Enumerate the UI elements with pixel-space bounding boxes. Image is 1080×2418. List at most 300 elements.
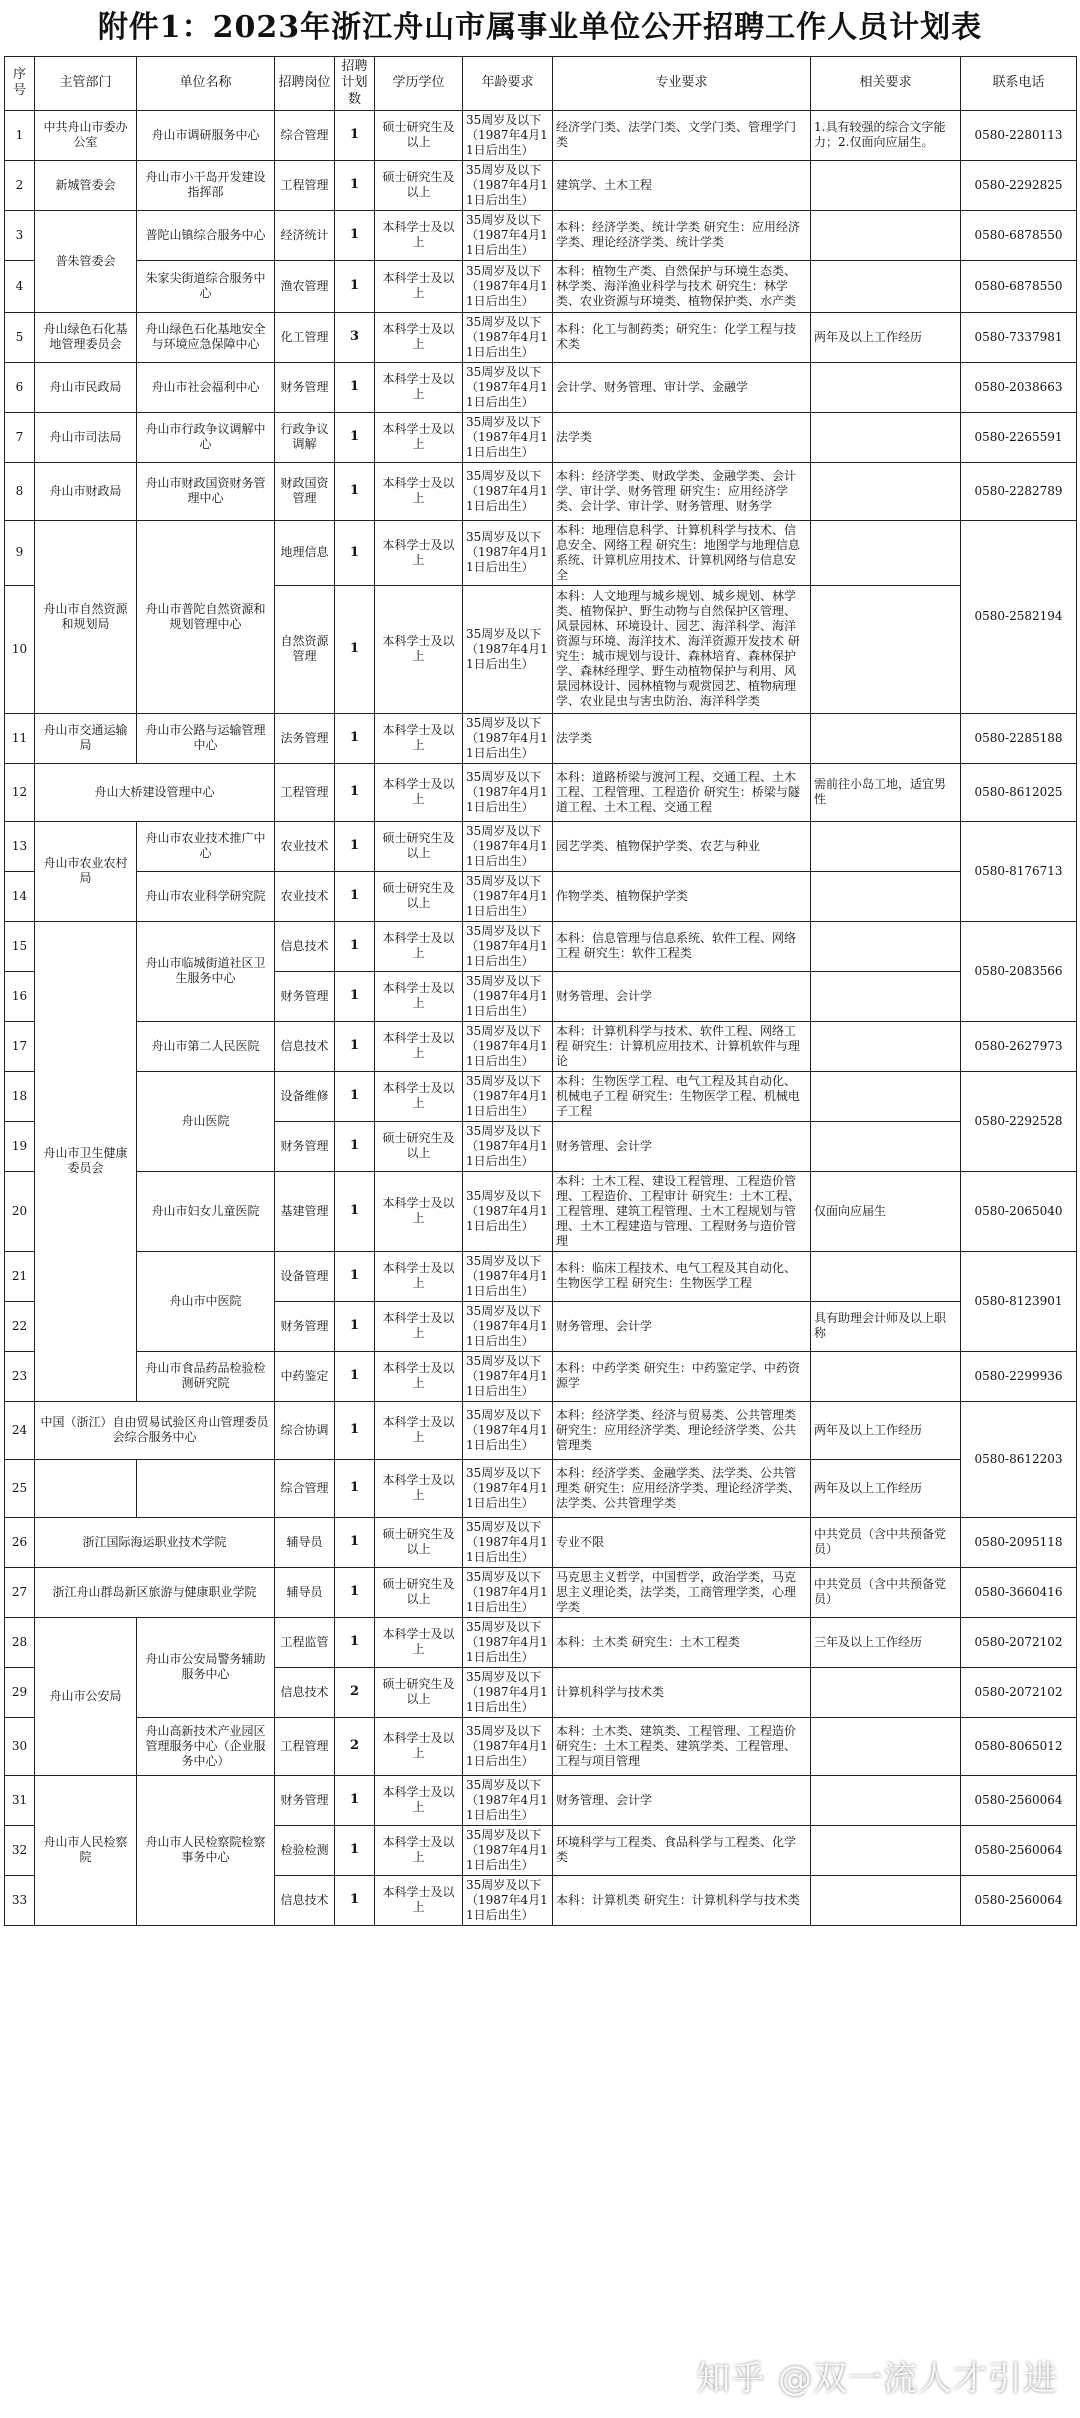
major-requirement: 本科：化工与制药类；研究生：化学工程与技术类 <box>553 312 811 362</box>
unit-name: 舟山市中医院 <box>137 1251 275 1351</box>
row-number: 23 <box>5 1351 35 1401</box>
unit-name: 舟山市社会福利中心 <box>137 362 275 412</box>
department: 新城管委会 <box>35 160 137 210</box>
row-number: 17 <box>5 1021 35 1071</box>
other-requirement <box>811 260 961 312</box>
phone-number: 0580-2280113 <box>961 110 1077 160</box>
phone-number: 0580-2095118 <box>961 1517 1077 1567</box>
unit-name: 舟山市临城街道社区卫生服务中心 <box>137 921 275 1021</box>
phone-number: 0580-2282789 <box>961 462 1077 520</box>
education: 本科学士及以上 <box>375 412 463 462</box>
major-requirement: 本科：临床工程技术、电气工程及其自动化、生物医学工程 研究生：生物医学工程 <box>553 1251 811 1301</box>
department: 舟山市自然资源和规划局 <box>35 520 137 713</box>
education: 本科学士及以上 <box>375 1021 463 1071</box>
unit-name: 舟山市行政争议调解中心 <box>137 412 275 462</box>
position: 法务管理 <box>275 713 335 763</box>
unit-name: 舟山市公路与运输管理中心 <box>137 713 275 763</box>
major-requirement: 本科：地理信息科学、计算机科学与技术、信息安全、网络工程 研究生：地图学与地理信息系统、计算机应用技术、计算机网络与信息安全 <box>553 520 811 585</box>
headcount: 1 <box>335 110 375 160</box>
position: 辅导员 <box>275 1517 335 1567</box>
phone-number: 0580-8612203 <box>961 1401 1077 1517</box>
position: 财务管理 <box>275 362 335 412</box>
headcount: 1 <box>335 1251 375 1301</box>
position: 综合管理 <box>275 110 335 160</box>
age-requirement: 35周岁及以下（1987年4月11日后出生） <box>463 1121 553 1171</box>
table-row <box>5 160 1077 210</box>
headcount: 1 <box>335 1517 375 1567</box>
unit-name: 舟山市第二人民医院 <box>137 1021 275 1071</box>
row-number: 13 <box>5 821 35 871</box>
department: 舟山绿色石化基地管理委员会 <box>35 312 137 362</box>
row-number: 30 <box>5 1717 35 1775</box>
table-body <box>5 110 1077 1925</box>
other-requirement <box>811 1717 961 1775</box>
row-number: 16 <box>5 971 35 1021</box>
department: 舟山市财政局 <box>35 462 137 520</box>
age-requirement: 35周岁及以下（1987年4月11日后出生） <box>463 1171 553 1251</box>
phone-number: 0580-2072102 <box>961 1667 1077 1717</box>
position: 中药鉴定 <box>275 1351 335 1401</box>
phone-number: 0580-2038663 <box>961 362 1077 412</box>
headcount: 1 <box>335 260 375 312</box>
age-requirement: 35周岁及以下（1987年4月11日后出生） <box>463 871 553 921</box>
major-requirement: 本科：信息管理与信息系统、软件工程、网络工程 研究生：软件工程类 <box>553 921 811 971</box>
headcount: 2 <box>335 1667 375 1717</box>
phone-number: 0580-7337981 <box>961 312 1077 362</box>
education: 本科学士及以上 <box>375 1617 463 1667</box>
unit-name: 舟山市农业技术推广中心 <box>137 821 275 871</box>
department-and-unit: 浙江舟山群岛新区旅游与健康职业学院 <box>35 1567 275 1617</box>
major-requirement: 本科：土木类 研究生：土木工程类 <box>553 1617 811 1667</box>
other-requirement <box>811 1251 961 1301</box>
other-requirement <box>811 713 961 763</box>
row-number: 7 <box>5 412 35 462</box>
unit-name: 舟山市普陀自然资源和规划管理中心 <box>137 520 275 713</box>
position: 工程监管 <box>275 1617 335 1667</box>
position: 信息技术 <box>275 1021 335 1071</box>
major-requirement: 法学类 <box>553 412 811 462</box>
row-number: 1 <box>5 110 35 160</box>
other-requirement: 具有助理会计师及以上职称 <box>811 1301 961 1351</box>
education: 硕士研究生及以上 <box>375 871 463 921</box>
position: 综合管理 <box>275 1459 335 1517</box>
age-requirement: 35周岁及以下（1987年4月11日后出生） <box>463 312 553 362</box>
position: 工程管理 <box>275 160 335 210</box>
table-row <box>5 1567 1077 1617</box>
other-requirement <box>811 412 961 462</box>
other-requirement <box>811 1875 961 1925</box>
department: 舟山市人民检察院 <box>35 1775 137 1925</box>
age-requirement: 35周岁及以下（1987年4月11日后出生） <box>463 1071 553 1121</box>
major-requirement: 财务管理、会计学 <box>553 1121 811 1171</box>
position: 化工管理 <box>275 312 335 362</box>
age-requirement: 35周岁及以下（1987年4月11日后出生） <box>463 1301 553 1351</box>
row-number: 15 <box>5 921 35 971</box>
other-requirement: 两年及以上工作经历 <box>811 1401 961 1459</box>
header-major: 专业要求 <box>553 57 811 111</box>
phone-number: 0580-2072102 <box>961 1617 1077 1667</box>
row-number: 5 <box>5 312 35 362</box>
document-title: 附件1：2023年浙江舟山市属事业单位公开招聘工作人员计划表 <box>97 10 983 45</box>
phone-number: 0580-2265591 <box>961 412 1077 462</box>
age-requirement: 35周岁及以下（1987年4月11日后出生） <box>463 160 553 210</box>
major-requirement: 专业不限 <box>553 1517 811 1567</box>
headcount: 1 <box>335 821 375 871</box>
row-number: 19 <box>5 1121 35 1171</box>
headcount: 1 <box>335 1875 375 1925</box>
education: 本科学士及以上 <box>375 520 463 585</box>
education: 本科学士及以上 <box>375 1875 463 1925</box>
row-number: 24 <box>5 1401 35 1459</box>
table-row <box>5 1517 1077 1567</box>
major-requirement: 财务管理、会计学 <box>553 1301 811 1351</box>
age-requirement: 35周岁及以下（1987年4月11日后出生） <box>463 1667 553 1717</box>
unit-name: 舟山市财政国资财务管理中心 <box>137 462 275 520</box>
header-post: 招聘岗位 <box>275 57 335 111</box>
unit-name: 舟山市人民检察院检察事务中心 <box>137 1775 275 1925</box>
phone-number: 0580-2560064 <box>961 1875 1077 1925</box>
other-requirement <box>811 1121 961 1171</box>
row-number: 8 <box>5 462 35 520</box>
age-requirement: 35周岁及以下（1987年4月11日后出生） <box>463 520 553 585</box>
unit-name: 舟山绿色石化基地安全与环境应急保障中心 <box>137 312 275 362</box>
phone-number: 0580-2582194 <box>961 520 1077 713</box>
header-dept: 主管部门 <box>35 57 137 111</box>
position: 设备维修 <box>275 1071 335 1121</box>
education: 本科学士及以上 <box>375 1775 463 1825</box>
headcount: 3 <box>335 312 375 362</box>
position: 设备管理 <box>275 1251 335 1301</box>
unit-name: 朱家尖街道综合服务中心 <box>137 260 275 312</box>
table-row <box>5 1617 1077 1667</box>
age-requirement: 35周岁及以下（1987年4月11日后出生） <box>463 110 553 160</box>
other-requirement <box>811 1667 961 1717</box>
other-requirement <box>811 210 961 260</box>
row-number: 14 <box>5 871 35 921</box>
other-requirement: 两年及以上工作经历 <box>811 1459 961 1517</box>
position: 财务管理 <box>275 1301 335 1351</box>
table-row <box>5 1021 1077 1071</box>
table-row <box>5 362 1077 412</box>
position: 经济统计 <box>275 210 335 260</box>
row-number: 28 <box>5 1617 35 1667</box>
major-requirement: 环境科学与工程类、食品科学与工程类、化学类 <box>553 1825 811 1875</box>
age-requirement: 35周岁及以下（1987年4月11日后出生） <box>463 1351 553 1401</box>
row-number: 32 <box>5 1825 35 1875</box>
row-number: 21 <box>5 1251 35 1301</box>
education: 本科学士及以上 <box>375 462 463 520</box>
department: 舟山市司法局 <box>35 412 137 462</box>
row-number: 4 <box>5 260 35 312</box>
row-number: 20 <box>5 1171 35 1251</box>
position: 财政国资管理 <box>275 462 335 520</box>
major-requirement: 本科：经济学类、金融学类、法学类、公共管理类 研究生：应用经济学类、理论经济学类、法学类、公共管理学类 <box>553 1459 811 1517</box>
unit-name: 舟山高新技术产业园区管理服务中心（企业服务中心） <box>137 1717 275 1775</box>
table-row <box>5 1775 1077 1825</box>
headcount: 1 <box>335 462 375 520</box>
position: 信息技术 <box>275 921 335 971</box>
other-requirement: 两年及以上工作经历 <box>811 312 961 362</box>
position: 检验检测 <box>275 1825 335 1875</box>
phone-number: 0580-2292825 <box>961 160 1077 210</box>
education: 硕士研究生及以上 <box>375 1567 463 1617</box>
unit-name: 舟山市农业科学研究院 <box>137 871 275 921</box>
position: 地理信息 <box>275 520 335 585</box>
department: 普朱管委会 <box>35 210 137 312</box>
major-requirement: 经济学门类、法学门类、文学门类、管理学门类 <box>553 110 811 160</box>
headcount: 1 <box>335 1351 375 1401</box>
education: 硕士研究生及以上 <box>375 1121 463 1171</box>
position: 自然资源管理 <box>275 585 335 713</box>
table-row <box>5 520 1077 585</box>
position: 信息技术 <box>275 1875 335 1925</box>
age-requirement: 35周岁及以下（1987年4月11日后出生） <box>463 260 553 312</box>
major-requirement: 马克思主义哲学，中国哲学，政治学类，马克思主义理论类，法学类，工商管理学类，心理学类 <box>553 1567 811 1617</box>
headcount: 1 <box>335 160 375 210</box>
education: 本科学士及以上 <box>375 362 463 412</box>
age-requirement: 35周岁及以下（1987年4月11日后出生） <box>463 971 553 1021</box>
major-requirement: 本科：人文地理与城乡规划、城乡规划、林学类、植物保护、野生动物与自然保护区管理、风景园林、环境设计、园艺、海洋科学、海洋资源与环境、海洋技术、海洋资源开发技术 研究生：城市规划与设计、森林培育、森林保护学、森林经理学、野生动植物保护与利用、风景园林设计、园林植物与观赏园艺、植物病理学、农业昆虫与害虫防治、海洋科学类 <box>553 585 811 713</box>
headcount: 1 <box>335 412 375 462</box>
phone-number: 0580-8612025 <box>961 763 1077 821</box>
department: 中共舟山市委办公室 <box>35 110 137 160</box>
major-requirement: 会计学、财务管理、审计学、金融学 <box>553 362 811 412</box>
age-requirement: 35周岁及以下（1987年4月11日后出生） <box>463 713 553 763</box>
major-requirement: 本科：经济学类、财政学类、金融学类、会计学、审计学、财务管理 研究生：应用经济学类、会计学、审计学、财务管理、财务学 <box>553 462 811 520</box>
headcount: 2 <box>335 1717 375 1775</box>
table-row <box>5 763 1077 821</box>
education: 本科学士及以上 <box>375 1071 463 1121</box>
other-requirement: 三年及以上工作经历 <box>811 1617 961 1667</box>
headcount: 1 <box>335 871 375 921</box>
table-row <box>5 1071 1077 1121</box>
header-age: 年龄要求 <box>463 57 553 111</box>
education: 本科学士及以上 <box>375 1825 463 1875</box>
unit-name: 舟山市妇女儿童医院 <box>137 1171 275 1251</box>
headcount: 1 <box>335 971 375 1021</box>
other-requirement <box>811 1351 961 1401</box>
headcount: 1 <box>335 1171 375 1251</box>
department: 舟山市卫生健康委员会 <box>35 921 137 1401</box>
other-requirement <box>811 1775 961 1825</box>
unit-name <box>137 1459 275 1517</box>
header-req: 相关要求 <box>811 57 961 111</box>
major-requirement: 本科：计算机科学与技术、软件工程、网络工程 研究生：计算机应用技术、计算机软件与理论 <box>553 1021 811 1071</box>
headcount: 1 <box>335 1825 375 1875</box>
row-number: 3 <box>5 210 35 260</box>
other-requirement <box>811 971 961 1021</box>
major-requirement: 本科：生物医学工程、电气工程及其自动化、机械电子工程 研究生：生物医学工程、机械电子工程 <box>553 1071 811 1121</box>
major-requirement: 作物学类、植物保护学类 <box>553 871 811 921</box>
headcount: 1 <box>335 1401 375 1459</box>
headcount: 1 <box>335 1775 375 1825</box>
age-requirement: 35周岁及以下（1987年4月11日后出生） <box>463 1251 553 1301</box>
education: 硕士研究生及以上 <box>375 160 463 210</box>
headcount: 1 <box>335 1301 375 1351</box>
education: 本科学士及以上 <box>375 210 463 260</box>
age-requirement: 35周岁及以下（1987年4月11日后出生） <box>463 1617 553 1667</box>
table-row <box>5 871 1077 921</box>
header-edu: 学历学位 <box>375 57 463 111</box>
unit-name: 舟山市食品药品检验检测研究院 <box>137 1351 275 1401</box>
phone-number: 0580-8123901 <box>961 1251 1077 1351</box>
table-row <box>5 260 1077 312</box>
position: 综合协调 <box>275 1401 335 1459</box>
major-requirement: 本科：道路桥梁与渡河工程、交通工程、土木工程、工程管理、工程造价 研究生：桥梁与隧道工程、土木工程、交通工程 <box>553 763 811 821</box>
age-requirement: 35周岁及以下（1987年4月11日后出生） <box>463 1825 553 1875</box>
unit-name: 舟山市公安局警务辅助服务中心 <box>137 1617 275 1717</box>
headcount: 1 <box>335 585 375 713</box>
table-row <box>5 921 1077 971</box>
row-number: 11 <box>5 713 35 763</box>
age-requirement: 35周岁及以下（1987年4月11日后出生） <box>463 585 553 713</box>
phone-number: 0580-2560064 <box>961 1825 1077 1875</box>
header-unit: 单位名称 <box>137 57 275 111</box>
education: 硕士研究生及以上 <box>375 821 463 871</box>
age-requirement: 35周岁及以下（1987年4月11日后出生） <box>463 1401 553 1459</box>
unit-name: 舟山市调研服务中心 <box>137 110 275 160</box>
row-number: 26 <box>5 1517 35 1567</box>
education: 本科学士及以上 <box>375 260 463 312</box>
major-requirement: 本科：计算机类 研究生：计算机科学与技术类 <box>553 1875 811 1925</box>
department <box>35 1459 137 1517</box>
position: 农业技术 <box>275 871 335 921</box>
row-number: 12 <box>5 763 35 821</box>
unit-name: 舟山市小干岛开发建设指挥部 <box>137 160 275 210</box>
row-number: 9 <box>5 520 35 585</box>
department-and-unit: 舟山大桥建设管理中心 <box>35 763 275 821</box>
header-no: 序号 <box>5 57 35 111</box>
table-row <box>5 1351 1077 1401</box>
age-requirement: 35周岁及以下（1987年4月11日后出生） <box>463 1567 553 1617</box>
major-requirement: 园艺学类、植物保护学类、农艺与种业 <box>553 821 811 871</box>
position: 基建管理 <box>275 1171 335 1251</box>
age-requirement: 35周岁及以下（1987年4月11日后出生） <box>463 763 553 821</box>
age-requirement: 35周岁及以下（1987年4月11日后出生） <box>463 1517 553 1567</box>
age-requirement: 35周岁及以下（1987年4月11日后出生） <box>463 462 553 520</box>
education: 本科学士及以上 <box>375 921 463 971</box>
table-row <box>5 821 1077 871</box>
headcount: 1 <box>335 520 375 585</box>
headcount: 1 <box>335 1567 375 1617</box>
major-requirement: 财务管理、会计学 <box>553 971 811 1021</box>
other-requirement: 仅面向应届生 <box>811 1171 961 1251</box>
table-row <box>5 1251 1077 1301</box>
age-requirement: 35周岁及以下（1987年4月11日后出生） <box>463 1875 553 1925</box>
row-number: 2 <box>5 160 35 210</box>
position: 辅导员 <box>275 1567 335 1617</box>
row-number: 22 <box>5 1301 35 1351</box>
row-number: 29 <box>5 1667 35 1717</box>
department-and-unit: 中国（浙江）自由贸易试验区舟山管理委员会综合服务中心 <box>35 1401 275 1459</box>
education: 本科学士及以上 <box>375 585 463 713</box>
major-requirement: 本科：土木工程、建设工程管理、工程造价管理、工程造价、工程审计 研究生：土木工程、工程管理、建筑工程管理、土木工程规划与管理、土木工程建造与管理、工程财务与造价管理 <box>553 1171 811 1251</box>
row-number: 27 <box>5 1567 35 1617</box>
major-requirement: 本科：经济学类、统计学类 研究生：应用经济学类、理论经济学类、统计学类 <box>553 210 811 260</box>
row-number: 6 <box>5 362 35 412</box>
major-requirement: 本科：中药学类 研究生：中药鉴定学、中药资源学 <box>553 1351 811 1401</box>
other-requirement <box>811 921 961 971</box>
table-row <box>5 1459 1077 1517</box>
education: 本科学士及以上 <box>375 312 463 362</box>
row-number: 31 <box>5 1775 35 1825</box>
major-requirement: 建筑学、土木工程 <box>553 160 811 210</box>
education: 本科学士及以上 <box>375 1251 463 1301</box>
department: 舟山市公安局 <box>35 1617 137 1775</box>
education: 硕士研究生及以上 <box>375 1667 463 1717</box>
row-number: 10 <box>5 585 35 713</box>
table-row <box>5 1401 1077 1459</box>
major-requirement: 本科：土木类、建筑类、工程管理、工程造价 研究生：土木工程类、建筑学类、工程管理、工程与项目管理 <box>553 1717 811 1775</box>
age-requirement: 35周岁及以下（1987年4月11日后出生） <box>463 412 553 462</box>
age-requirement: 35周岁及以下（1987年4月11日后出生） <box>463 210 553 260</box>
education: 本科学士及以上 <box>375 1401 463 1459</box>
position: 财务管理 <box>275 971 335 1021</box>
row-number: 18 <box>5 1071 35 1121</box>
watermark: 知乎 @双一流人才引进 <box>696 2359 1058 2399</box>
phone-number: 0580-2292528 <box>961 1071 1077 1171</box>
position: 信息技术 <box>275 1667 335 1717</box>
education: 硕士研究生及以上 <box>375 1517 463 1567</box>
department: 舟山市农业农村局 <box>35 821 137 921</box>
education: 本科学士及以上 <box>375 713 463 763</box>
phone-number: 0580-8176713 <box>961 821 1077 921</box>
position: 渔农管理 <box>275 260 335 312</box>
headcount: 1 <box>335 1021 375 1071</box>
age-requirement: 35周岁及以下（1987年4月11日后出生） <box>463 821 553 871</box>
headcount: 1 <box>335 713 375 763</box>
education: 硕士研究生及以上 <box>375 110 463 160</box>
age-requirement: 35周岁及以下（1987年4月11日后出生） <box>463 1021 553 1071</box>
row-number: 25 <box>5 1459 35 1517</box>
department: 舟山市民政局 <box>35 362 137 412</box>
age-requirement: 35周岁及以下（1987年4月11日后出生） <box>463 1775 553 1825</box>
phone-number: 0580-2083566 <box>961 921 1077 1021</box>
phone-number: 0580-2627973 <box>961 1021 1077 1071</box>
age-requirement: 35周岁及以下（1987年4月11日后出生） <box>463 1459 553 1517</box>
table-row <box>5 210 1077 260</box>
other-requirement <box>811 160 961 210</box>
phone-number: 0580-2285188 <box>961 713 1077 763</box>
table-row <box>5 462 1077 520</box>
phone-number: 0580-8065012 <box>961 1717 1077 1775</box>
table-row <box>5 412 1077 462</box>
phone-number: 0580-2560064 <box>961 1775 1077 1825</box>
other-requirement <box>811 1021 961 1071</box>
education: 本科学士及以上 <box>375 971 463 1021</box>
unit-name: 舟山医院 <box>137 1071 275 1171</box>
major-requirement: 本科：经济学类、经济与贸易类、公共管理类 研究生：应用经济学类、理论经济学类、公共管理类 <box>553 1401 811 1459</box>
age-requirement: 35周岁及以下（1987年4月11日后出生） <box>463 362 553 412</box>
other-requirement: 中共党员（含中共预备党员） <box>811 1567 961 1617</box>
position: 工程管理 <box>275 763 335 821</box>
headcount: 1 <box>335 1617 375 1667</box>
phone-number: 0580-6878550 <box>961 210 1077 260</box>
department-and-unit: 浙江国际海运职业技术学院 <box>35 1517 275 1567</box>
row-number: 33 <box>5 1875 35 1925</box>
other-requirement <box>811 1071 961 1121</box>
headcount: 1 <box>335 1459 375 1517</box>
other-requirement <box>811 462 961 520</box>
table-row <box>5 312 1077 362</box>
position: 财务管理 <box>275 1775 335 1825</box>
headcount: 1 <box>335 763 375 821</box>
education: 本科学士及以上 <box>375 1171 463 1251</box>
phone-number: 0580-3660416 <box>961 1567 1077 1617</box>
major-requirement: 计算机科学与技术类 <box>553 1667 811 1717</box>
table-row <box>5 1717 1077 1775</box>
age-requirement: 35周岁及以下（1987年4月11日后出生） <box>463 921 553 971</box>
